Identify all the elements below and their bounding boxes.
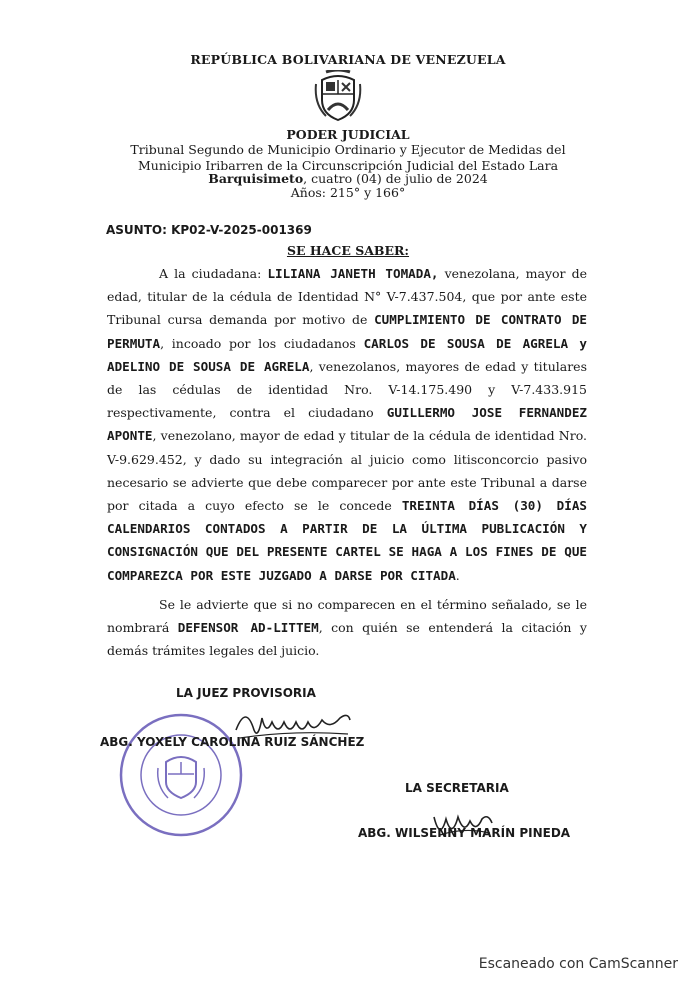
- text: A la ciudadana:: [159, 266, 268, 281]
- plaintiffs: CARLOS DE SOUSA DE AGRELA y ADELINO DE SOUSA DE AGRELA: [107, 335, 587, 374]
- text: , con quién se entenderá la citación y demás trámites legales del juicio.: [107, 620, 587, 659]
- years: Años: 215° y 166°: [290, 185, 406, 200]
- scanner-watermark: Escaneado con CamScanner: [478, 956, 678, 972]
- term-clause: TREINTA DÍAS (30) DÍAS CALENDARIOS CONTADOS A PARTIR DE LA ÚLTIMA PUBLICACIÓN Y CONSIGNACIÓN QUE DEL PRESENTE CARTEL SE HAGA A LOS FINES DE QUE COMPAREZCA POR ESTE JUZGADO A DARSE POR CITADA: [107, 498, 587, 583]
- notice-paragraph-2: [107, 593, 587, 663]
- judge-title: LA JUEZ PROVISORIA: [176, 686, 316, 700]
- text: .: [455, 567, 460, 583]
- city: Barquisimeto: [208, 171, 304, 186]
- tribunal-name: [0, 142, 696, 174]
- text: Se le advierte que si no comparecen en el término señalado, se le nombrará: [107, 596, 587, 636]
- text: , venezolanos, mayores de edad y titulares de las cédulas de identidad Nro. V-14.175.490 y V-7.433.915 respectivamente, contra el ciudadano: [107, 358, 587, 421]
- text: , incoado por los ciudadanos: [160, 335, 364, 351]
- tribunal-line-2: Municipio Iribarren de la Circunscripción Judicial del Estado Lara: [137, 158, 559, 173]
- tribunal-line-1: Tribunal Segundo de Municipio Ordinario y Ejecutor de Medidas del: [130, 142, 566, 157]
- claim-type: CUMPLIMIENTO DE CONTRATO DE PERMUTA: [107, 312, 588, 351]
- defensor-term: DEFENSOR AD-LITTEM: [177, 620, 319, 636]
- se-hace-saber-heading: SE HACE SABER:: [286, 243, 410, 258]
- case-number: ASUNTO: KP02-V-2025-001369: [106, 223, 312, 237]
- date: , cuatro (04) de julio de 2024: [303, 171, 488, 186]
- notice-paragraph-1: [107, 262, 587, 587]
- secretary-name: ABG. WILSENNY MARÍN PINEDA: [358, 826, 571, 840]
- text: venezolana, mayor de edad, titular de la cédula de Identidad N° V-7.437.504, que por ante este Tribunal cursa demanda por motivo de: [107, 266, 587, 328]
- notice-body: [107, 262, 587, 662]
- judge-name: ABG. YOXELY CAROLINA RUIZ SÁNCHEZ: [100, 735, 365, 749]
- coat-of-arms-icon: [314, 70, 362, 122]
- secretary-title: LA SECRETARIA: [405, 781, 509, 795]
- defendant-name: LILIANA JANETH TOMADA,: [267, 266, 439, 281]
- co-defendant: GUILLERMO JOSE FERNANDEZ APONTE: [107, 405, 587, 444]
- text: , venezolano, mayor de edad y titular de la cédula de identidad Nro. V-9.629.452, y dado su integración al juicio como litisconcorcio pasivo necesario se advierte que debe comparecer por ante este Tribunal a darse por citada a cuyo efecto se le concede: [107, 428, 587, 514]
- republic-heading: REPÚBLICA BOLIVARIANA DE VENEZUELA: [190, 52, 506, 67]
- poder-judicial-heading: PODER JUDICIAL: [286, 127, 410, 142]
- court-seal-stamp: [118, 712, 244, 838]
- place-date: [0, 171, 696, 186]
